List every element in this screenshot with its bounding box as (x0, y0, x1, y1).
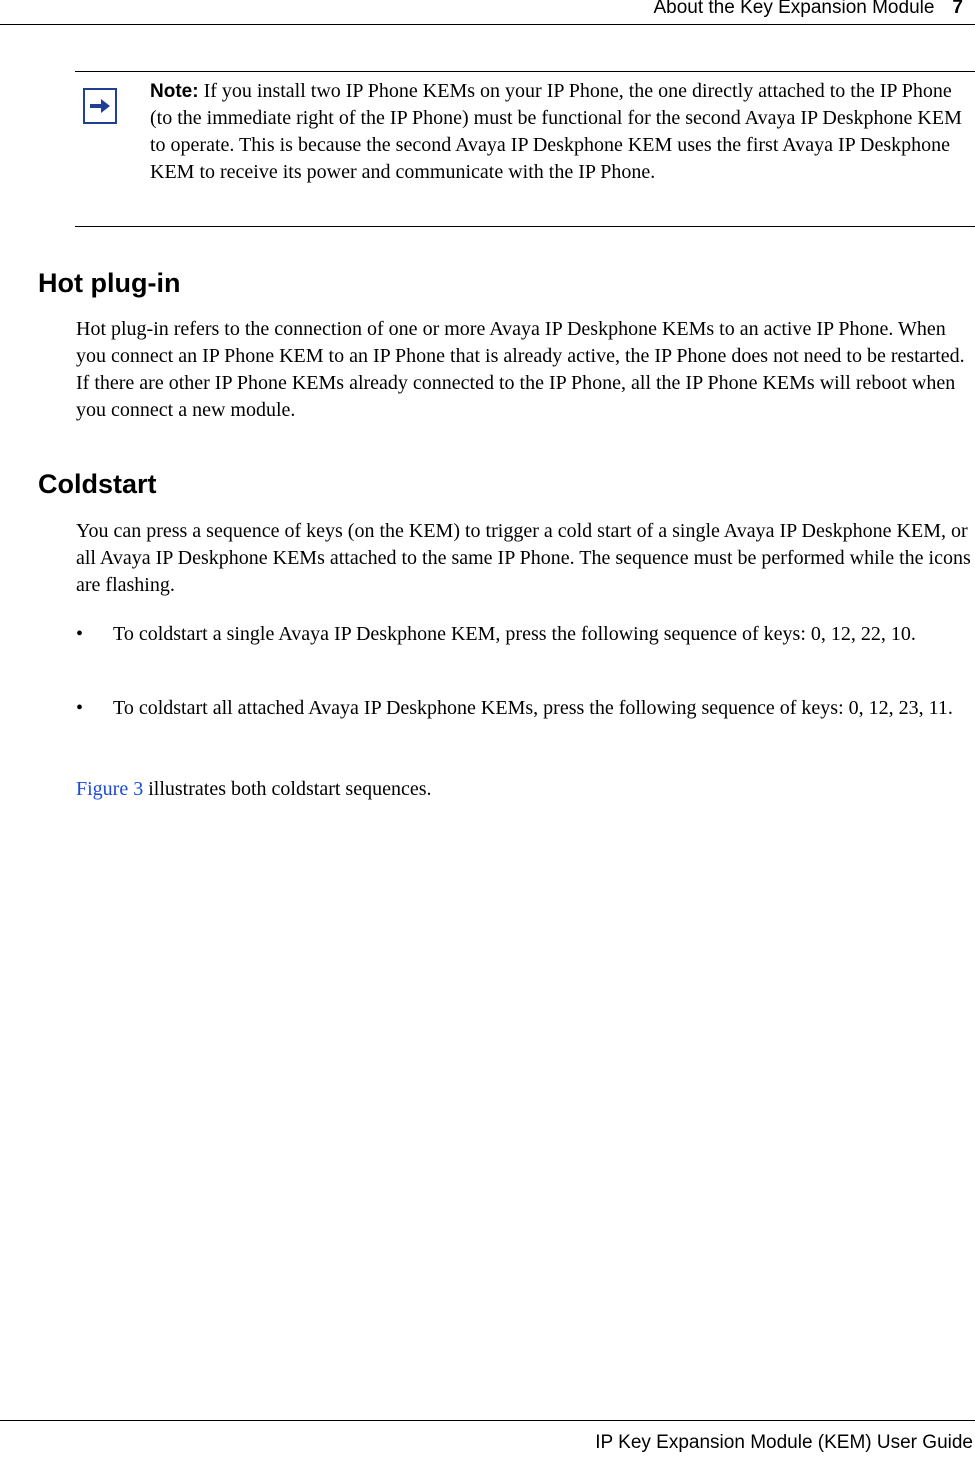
list-item (62, 695, 972, 722)
list-item (76, 621, 972, 648)
arrow-right-icon-glyph (89, 98, 111, 114)
heading-coldstart: Coldstart (38, 469, 157, 499)
header-title: About the Key Expansion Module (653, 0, 935, 18)
coldstart-paragraph: You can press a sequence of keys (on the KEM) to trigger a cold start of a single Avaya IP Deskphone KEM, or all Avaya IP Deskphone KEMs attached to the same IP Phone. The sequence must be performed while the icons are flashing. (76, 520, 971, 596)
footer-title: IP Key Expansion Module (KEM) User Guide (595, 1432, 973, 1453)
figure-reference-paragraph (76, 776, 972, 803)
list-item-text: To coldstart all attached Avaya IP Deskphone KEMs, press the following sequence of keys: 0, 12, 23, 11. (113, 697, 953, 719)
figure-reference-text: illustrates both coldstart sequences. (143, 778, 432, 800)
page-number: 7 (952, 0, 963, 18)
page-footer (0, 1420, 975, 1453)
note-box (75, 71, 975, 227)
page-header (0, 0, 975, 25)
note-label: Note: (150, 81, 199, 102)
arrow-right-icon (83, 88, 117, 124)
bullet-marker: • (76, 697, 84, 719)
running-header (653, 0, 963, 19)
figure-3-link[interactable]: Figure 3 (76, 778, 144, 800)
heading-hot-plug-in: Hot plug-in (38, 268, 181, 298)
hot-plug-in-paragraph: Hot plug-in refers to the connection of one or more Avaya IP Deskphone KEMs to an active IP Phone. When you connect an IP Phone KEM to an IP Phone that is already active, the IP Phone does not need to be restarted. If there are other IP Phone KEMs already connected to the IP Phone, all the IP Phone KEMs will reboot when you connect a new module. (76, 318, 965, 421)
note-text (150, 78, 972, 186)
list-item-text: To coldstart a single Avaya IP Deskphone KEM, press the following sequence of keys: 0, 12, 22, 10. (113, 623, 916, 645)
bullet-marker: • (76, 623, 84, 645)
note-body: If you install two IP Phone KEMs on your IP Phone, the one directly attached to the IP Phone (to the immediate right of the IP Phone) must be functional for the second Avaya IP Deskphone KEM to operate. This is because the second Avaya IP Deskphone KEM uses the first Avaya IP Deskphone KEM to receive its power and communicate with the IP Phone. (150, 80, 962, 183)
